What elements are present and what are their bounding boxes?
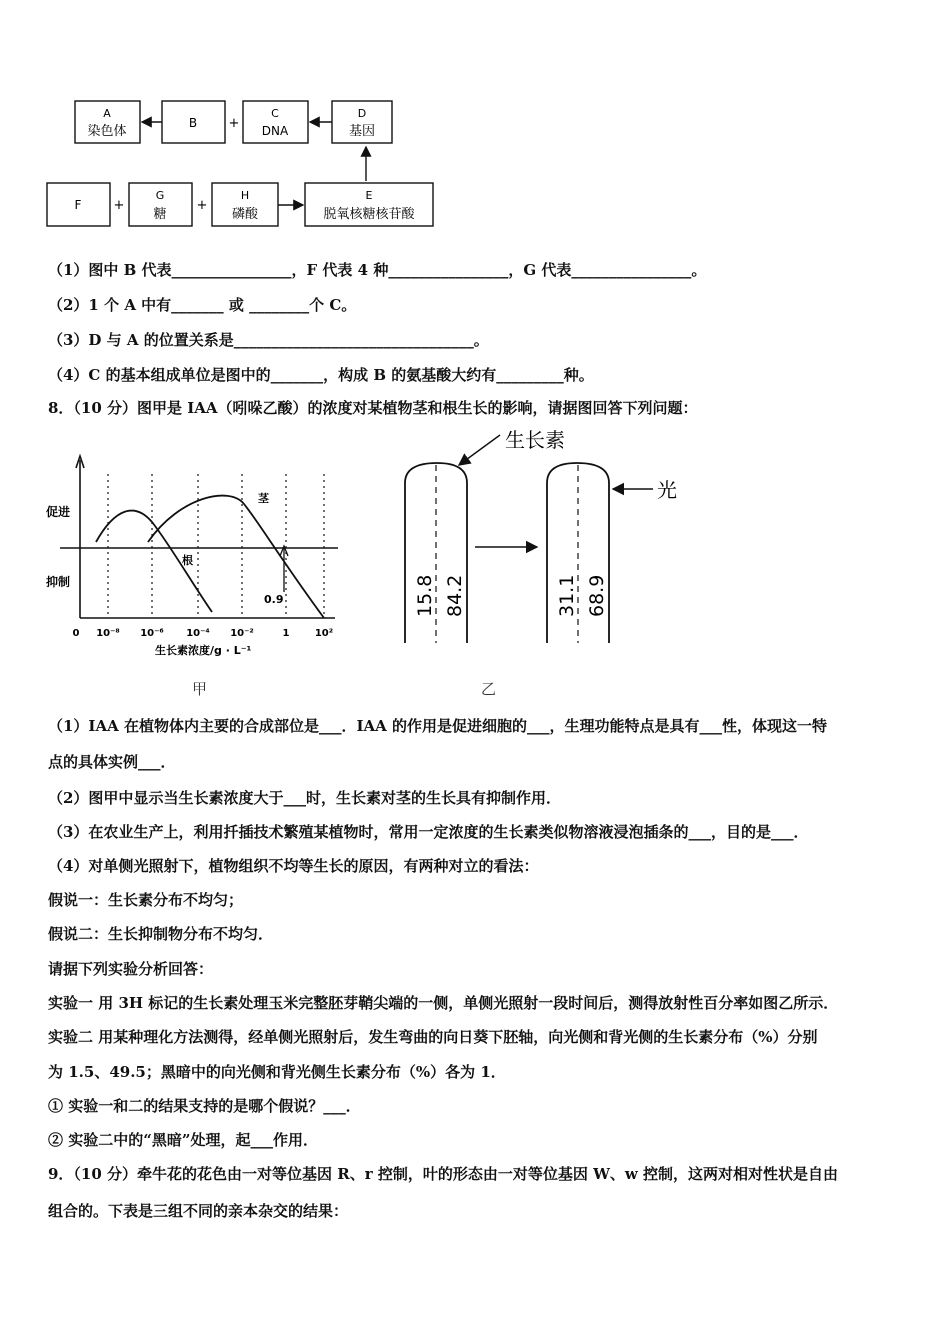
q7-line-2: （2）1 个 A 中有_______ 或 ________个 C。 (48, 296, 357, 314)
q8-line-6: 假说一：生长素分布不均匀； (48, 891, 244, 909)
box-c-letter: C (271, 107, 279, 120)
caption-a: 甲 (192, 680, 208, 698)
q8-line-7: 假说二：生长抑制物分布不均匀． (48, 925, 274, 943)
x-tick-label: 10⁻⁴ (186, 628, 210, 639)
right-side-value-1: 31.1 (556, 574, 578, 617)
box-d-text: 基因 (348, 124, 376, 139)
q8-line-3: （2）图甲中显示当生长素浓度大于___时，生长素对茎的生长具有抑制作用． (48, 789, 561, 807)
light-label: 光 (657, 478, 677, 502)
x-tick-label: 0 (72, 628, 80, 639)
q8-line-2: 点的具体实例___． (48, 753, 176, 771)
plus-sign: + (196, 198, 208, 213)
x-tick-label: 10⁻⁸ (96, 628, 120, 639)
q8-line-11: 为 1.5、49.5；黑暗中的向光侧和背光侧生长素分布（%）各为 1． (48, 1063, 506, 1081)
box-a-text: 染色体 (87, 124, 127, 139)
x-axis-label: 生长素浓度/g · L⁻¹ (155, 644, 252, 657)
box-d (332, 101, 392, 143)
plus-sign: + (228, 116, 240, 131)
coleoptile-figure (395, 425, 700, 650)
box-g (129, 183, 192, 226)
box-d-letter: D (357, 107, 367, 120)
series-stem-line (148, 496, 324, 618)
x-tick-label: 10⁻² (230, 628, 254, 639)
region-label-inhibit: 抑制 (46, 575, 71, 589)
left-side-value-1: 15.8 (414, 574, 436, 617)
box-a-letter: A (103, 107, 111, 120)
region-label-promote: 促进 (46, 505, 71, 519)
left-side-value-2: 84.2 (444, 574, 466, 617)
box-e (305, 183, 433, 226)
box-c-text: DNA (261, 124, 289, 138)
box-b-letter: B (188, 116, 198, 130)
box-f (47, 183, 110, 226)
auxin-arrow (459, 435, 500, 465)
q8-line-4: （3）在农业生产上，利用扦插技术繁殖某植物时，常用一定浓度的生长素类似物溶液浸泡插条的___，目的是___． (48, 823, 809, 841)
auxin-label: 生长素 (505, 428, 565, 452)
series-label-stem: 茎 (258, 492, 269, 505)
q8-line-9: 实验一 用 3H 标记的生长素处理玉米完整胚芽鞘尖端的一侧，单侧光照射一段时间后，测得放射性百分率如图乙所示． (48, 994, 839, 1012)
box-f-letter: F (74, 198, 82, 212)
x-tick-label: 10² (314, 628, 334, 639)
right-side-value-2: 68.9 (586, 574, 608, 617)
box-g-letter: G (155, 189, 165, 202)
series-root-line (96, 511, 212, 612)
box-h (212, 183, 278, 226)
box-h-letter: H (240, 189, 250, 202)
caption-b: 乙 (481, 680, 497, 698)
box-e-text: 脱氧核糖核苷酸 (323, 207, 415, 222)
box-g-text: 糖 (153, 207, 167, 222)
box-b (162, 101, 225, 143)
flow-diagram (40, 95, 460, 235)
box-e-letter: E (365, 189, 373, 202)
iaa-chart (40, 450, 355, 660)
q7-line-3: （3）D 与 A 的位置关系是________________________________。 (48, 331, 489, 349)
q7-line-1: （1）图中 B 代表________________，F 代表 4 种________________，G 代表________________。 (48, 261, 707, 279)
plus-sign: + (113, 198, 125, 213)
q8-line-5: （4）对单侧光照射下，植物组织不均等生长的原因，有两种对立的看法： (48, 857, 539, 875)
q8-line-8: 请据下列实验分析回答： (48, 960, 214, 978)
q8-line-1: （1）IAA 在植物体内主要的合成部位是___．IAA 的作用是促进细胞的___，生理功能特点是具有___性，体现这一特 (48, 717, 827, 735)
series-label-root: 根 (182, 554, 193, 567)
q7-line-4: （4）C 的基本组成单位是图中的_______，构成 B 的氨基酸大约有_________种。 (48, 366, 594, 384)
box-h-text: 磷酸 (231, 207, 259, 222)
q9-line-2: 组合的。下表是三组不同的亲本杂交的结果： (48, 1202, 349, 1220)
box-c (243, 101, 308, 143)
q8-line-13: ② 实验二中的“黑暗”处理，起___作用． (48, 1131, 318, 1149)
x-tick-label: 1 (282, 628, 290, 639)
q8-header: 8．（10 分）图甲是 IAA（吲哚乙酸）的浓度对某植物茎和根生长的影响，请据图回答下列问题： (48, 399, 698, 417)
box-a (75, 101, 140, 143)
q8-line-10: 实验二 用某种理化方法测得，经单侧光照射后，发生弯曲的向日葵下胚轴，向光侧和背光侧的生长素分布（%）分别 (48, 1028, 818, 1046)
x-tick-label: 10⁻⁶ (140, 628, 164, 639)
q8-line-12: ① 实验一和二的结果支持的是哪个假说？___． (48, 1097, 361, 1115)
q9-line-1: 9．（10 分）牵牛花的花色由一对等位基因 R、r 控制，叶的形态由一对等位基因 W、w 控制，这两对相对性状是自由 (48, 1165, 839, 1183)
annotation-value: 0.9 (264, 593, 284, 606)
